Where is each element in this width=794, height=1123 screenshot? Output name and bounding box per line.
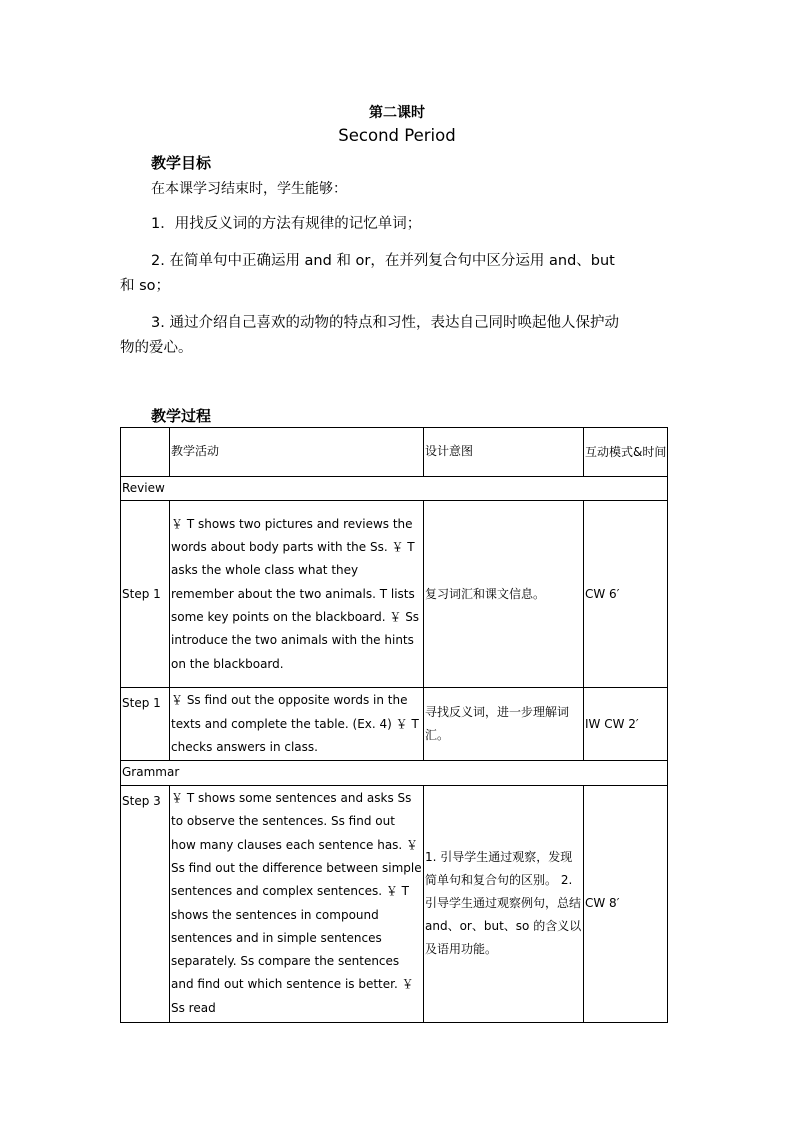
step-label: Step 1 [121, 501, 170, 688]
section-label-review: Review [121, 477, 668, 501]
mode-cell: CW 8′ [584, 785, 668, 1022]
step-label: Step 3 [121, 785, 170, 1022]
activity-cell: ￥ Ss find out the opposite words in the texts and complete the table. (Ex. 4) ￥ T checks answers in class. [170, 688, 424, 761]
step-label: Step 1 [121, 688, 170, 761]
table-row [121, 501, 668, 688]
objective-3-line2: 物的爱心。 [120, 340, 193, 356]
objective-2-line2: 和 so； [120, 278, 171, 294]
intent-cell: 寻找反义词，进一步理解词汇。 [424, 688, 584, 761]
page-title-cn: 第二课时 [369, 105, 425, 121]
section-label-grammar: Grammar [121, 761, 668, 785]
header-cell-activity: 教学活动 [170, 428, 424, 477]
page-title-en: Second Period [338, 126, 456, 145]
section-row-grammar [121, 761, 668, 785]
objectives-heading: 教学目标 [151, 154, 212, 172]
intent-cell: 1. 引导学生通过观察，发现简单句和复合句的区别。 2. 引导学生通过观察例句，总结 and、or、but、so 的含义以及语用功能。 [424, 785, 584, 1022]
section-row-review [121, 477, 668, 501]
objective-1: 1．用找反义词的方法有规律的记忆单词； [151, 216, 422, 232]
objective-2-line1: 2. 在简单句中正确运用 and 和 or，在并列复合句中区分运用 and、but [151, 253, 615, 269]
activity-cell: ￥ T shows some sentences and asks Ss to observe the sentences. Ss find out how many clauses each sentence has. ￥ Ss find out the difference between simple sentences and complex sentences. ￥ T shows the sentences in compound sentences and in simple sentences separately. Ss compare the sentences and find out which sentence is better. ￥ Ss read [170, 785, 424, 1022]
objective-3-line1: 3. 通过介绍自己喜欢的动物的特点和习性，表达自己同时唤起他人保护动 [151, 315, 619, 331]
header-cell-empty [121, 428, 170, 477]
table-row [121, 688, 668, 761]
header-cell-mode: 互动模式&时间 [584, 428, 668, 477]
table-row [121, 785, 668, 1022]
header-cell-intent: 设计意图 [424, 428, 584, 477]
activity-cell: ￥ T shows two pictures and reviews the words about body parts with the Ss. ￥ T asks the whole class what they remember about the two animals. T lists some key points on the blackboard. ￥ Ss introduce the two animals with the hints on the blackboard. [170, 501, 424, 688]
mode-cell: IW CW 2′ [584, 688, 668, 761]
process-table [120, 427, 668, 1023]
mode-cell: CW 6′ [584, 501, 668, 688]
objectives-intro: 在本课学习结束时，学生能够： [151, 181, 347, 197]
table-header-row [121, 428, 668, 477]
process-heading: 教学过程 [151, 407, 212, 425]
intent-cell: 复习词汇和课文信息。 [424, 501, 584, 688]
